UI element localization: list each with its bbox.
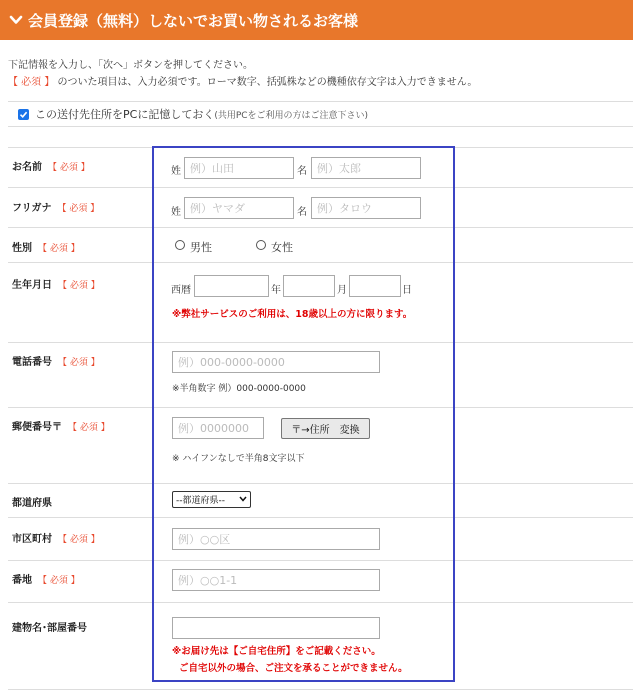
section-title: 会員登録（無料）しないでお買い物されるお客様: [28, 11, 359, 30]
prefecture-select[interactable]: [172, 491, 251, 508]
label-gender: 性別 【 必須 】: [12, 243, 80, 254]
label-name: お名前 【 必須 】: [12, 162, 90, 173]
phone-input[interactable]: 例）000-0000-0000: [172, 351, 380, 373]
last-name-input[interactable]: 例）山田: [184, 157, 294, 179]
birth-day-input[interactable]: [349, 275, 401, 297]
label-building: 建物名･部屋番号: [12, 623, 87, 634]
label-birthdate: 生年月日 【 必須 】: [12, 280, 100, 291]
delivery-warning-1: ※お届け先は【ご自宅住所】をご記載ください。: [172, 646, 381, 657]
section-header: [0, 0, 633, 40]
day-label: 日: [402, 285, 412, 296]
intro-line-1: 下記情報を入力し、「次へ」ボタンを押してください。: [8, 60, 253, 71]
remember-checkbox[interactable]: [18, 109, 29, 120]
chevron-down-icon: [8, 12, 24, 28]
mei-label: 名: [297, 166, 307, 177]
zip-convert-button[interactable]: 〒→住所 変換: [281, 418, 370, 439]
remember-sub-label: (共用PCをご利用の方はご注意下さい): [214, 110, 369, 121]
month-label: 月: [337, 285, 347, 296]
sei-kana-label: 姓: [171, 207, 181, 218]
highlight-frame: [152, 146, 455, 682]
intro-text: [8, 57, 477, 91]
birth-year-input[interactable]: [194, 275, 269, 297]
row-divider: [8, 689, 633, 690]
label-phone: 電話番号 【 必須 】: [12, 357, 100, 368]
age-warning: ※弊社サービスのご利用は、18歳以上の方に限ります。: [172, 309, 413, 320]
address-input[interactable]: 例）○○1-1: [172, 569, 380, 591]
sei-label: 姓: [171, 166, 181, 177]
gender-male-label[interactable]: 男性: [190, 241, 212, 254]
phone-note: ※半角数字 例）000-0000-0000: [172, 384, 306, 394]
delivery-warning-2: ご自宅以外の場合、ご注文を承ることができません。: [179, 663, 408, 674]
first-name-kana-input[interactable]: 例）タロウ: [311, 197, 421, 219]
city-input[interactable]: 例）○○区: [172, 528, 380, 550]
zip-note: ※ ハイフンなしで半角8文字以下: [172, 454, 305, 464]
label-address: 番地 【 必須 】: [12, 575, 80, 586]
remember-address-row: [8, 101, 633, 127]
zip-input[interactable]: 例）0000000: [172, 417, 264, 439]
era-label: 西暦: [171, 285, 191, 296]
intro-line-2-text: のついた項目は、入力必須です。ローマ数字、括弧株などの機種依存文字は入力できません。: [57, 77, 478, 88]
chevron-down-icon: [239, 496, 247, 502]
gender-female-radio[interactable]: [256, 240, 266, 250]
first-name-input[interactable]: 例）太郎: [311, 157, 421, 179]
prefecture-selected: --都道府県--: [176, 496, 225, 506]
label-zip: 郵便番号〒 【 必須 】: [12, 422, 110, 433]
building-input[interactable]: [172, 617, 380, 639]
gender-female-label[interactable]: 女性: [271, 241, 293, 254]
label-city: 市区町村 【 必須 】: [12, 534, 100, 545]
birth-month-input[interactable]: [283, 275, 335, 297]
intro-line-2: [8, 74, 477, 91]
mei-kana-label: 名: [297, 207, 307, 218]
label-kana: フリガナ 【 必須 】: [12, 203, 100, 214]
remember-label[interactable]: この送付先住所をPCに記憶しておく: [35, 108, 215, 121]
year-label: 年: [271, 285, 281, 296]
required-tag: 【 必須 】: [8, 77, 55, 88]
last-name-kana-input[interactable]: 例）ヤマダ: [184, 197, 294, 219]
checkmark-icon: [19, 110, 28, 119]
gender-male-radio[interactable]: [175, 240, 185, 250]
label-prefecture: 都道府県: [12, 498, 52, 509]
